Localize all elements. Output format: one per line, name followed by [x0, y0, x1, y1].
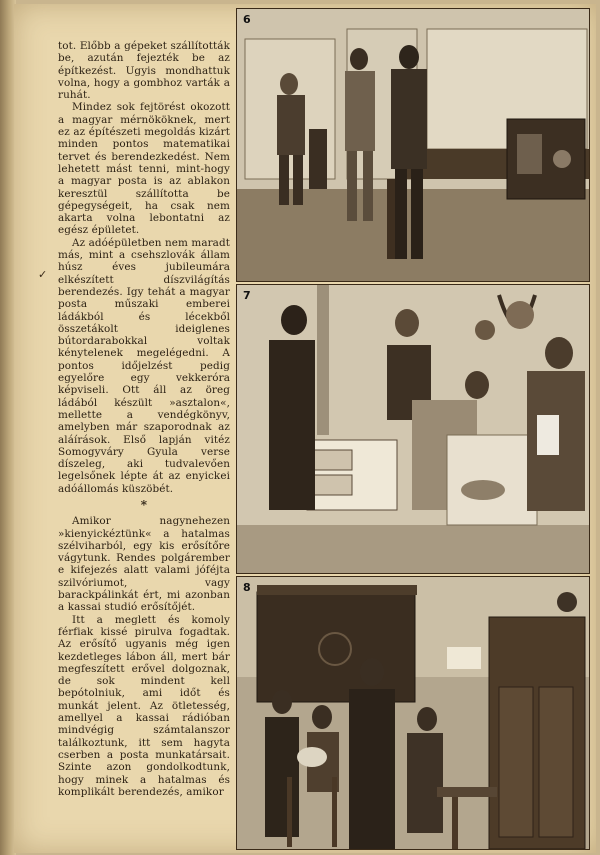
photo-number-6: 6	[243, 13, 251, 26]
photo-kitchen-women	[236, 284, 590, 574]
photo-number-8: 8	[243, 581, 251, 594]
photo-radio-station-room	[236, 8, 590, 282]
article-paragraph: Mindez sok fejtörést okozott a magyar mérnököknek, mert ez az építészeti megoldás kizárt minden pontos matematikai tervet és berendezkedést. Nem lehetett mást tenni, mint-hogy a magyar posta is az ablakon keresztül szállította be gépegységeit, ha csak nem akarta volna lebontatni az egész épületet.	[58, 101, 230, 237]
article-text-column	[58, 40, 230, 840]
section-separator: *	[140, 497, 148, 512]
article-paragraph: tot. Előbb a gépeket szállították be, azután fejezték be az építkezést. Ugyis mondhattuk volna, hogy a gombhoz varták a ruhát.	[58, 40, 230, 102]
photo-6-illustration	[237, 9, 589, 281]
photo-8-illustration	[237, 577, 589, 849]
photo-workshop-group	[236, 576, 590, 850]
photo-number-7: 7	[243, 289, 251, 302]
article-paragraph: Az adóépületben nem maradt más, mint a csehszlovák állam húsz éves jubileumára elkészített díszvilágítás berendezés. Igy tehát a magyar posta műszaki emberei ládákból és lécekből összetákolt ideiglenes bútordarabokkal voltak kénytelenek megelégedni. A pontos időjelzést pedig egyelőre egy vekkeróra képviseli. Ott áll az öreg ládából készült »asztalon«, mellette a vendégkönyv, amelyben már szaporodnak az aláírások. Első lapján vitéz Somogyváry Gyula verse díszeleg, aki tudvalevően legelsőnek lépte át az enyickei adóállomás küszöbét.	[58, 236, 230, 495]
article-paragraph: Itt a meglett és komoly férfiak kissé pirulva fogadtak. Az erősítő ugyanis még igen kezdetleges lábon áll, mert bár megfeszített erővel dolgoznak, de sok mindent kell bepótolniuk, ami időt és munkát jelent. Az ötletesség, amellyel a kassai rádióban mindvégig számtalanszor találkoztunk, itt sem hagyta cserben a posta munkatársait. Szinte azon gondolkodtunk, hogy minek a hatalmas és komplikált berendezés, amikor	[58, 613, 230, 798]
margin-mark: ✓	[38, 268, 48, 281]
article-paragraph: Amikor nagynehezen »kienyickéztünk« a hatalmas szélviharból, egy kis erősítőre vágytunk. Rendes polgárember e kifejezés alatt valami jóféjta szilvóriumot, vagy barackpálinkát ért, mi azonban a kassai studió erősítőjét.	[58, 515, 230, 614]
photo-7-illustration	[237, 285, 589, 573]
